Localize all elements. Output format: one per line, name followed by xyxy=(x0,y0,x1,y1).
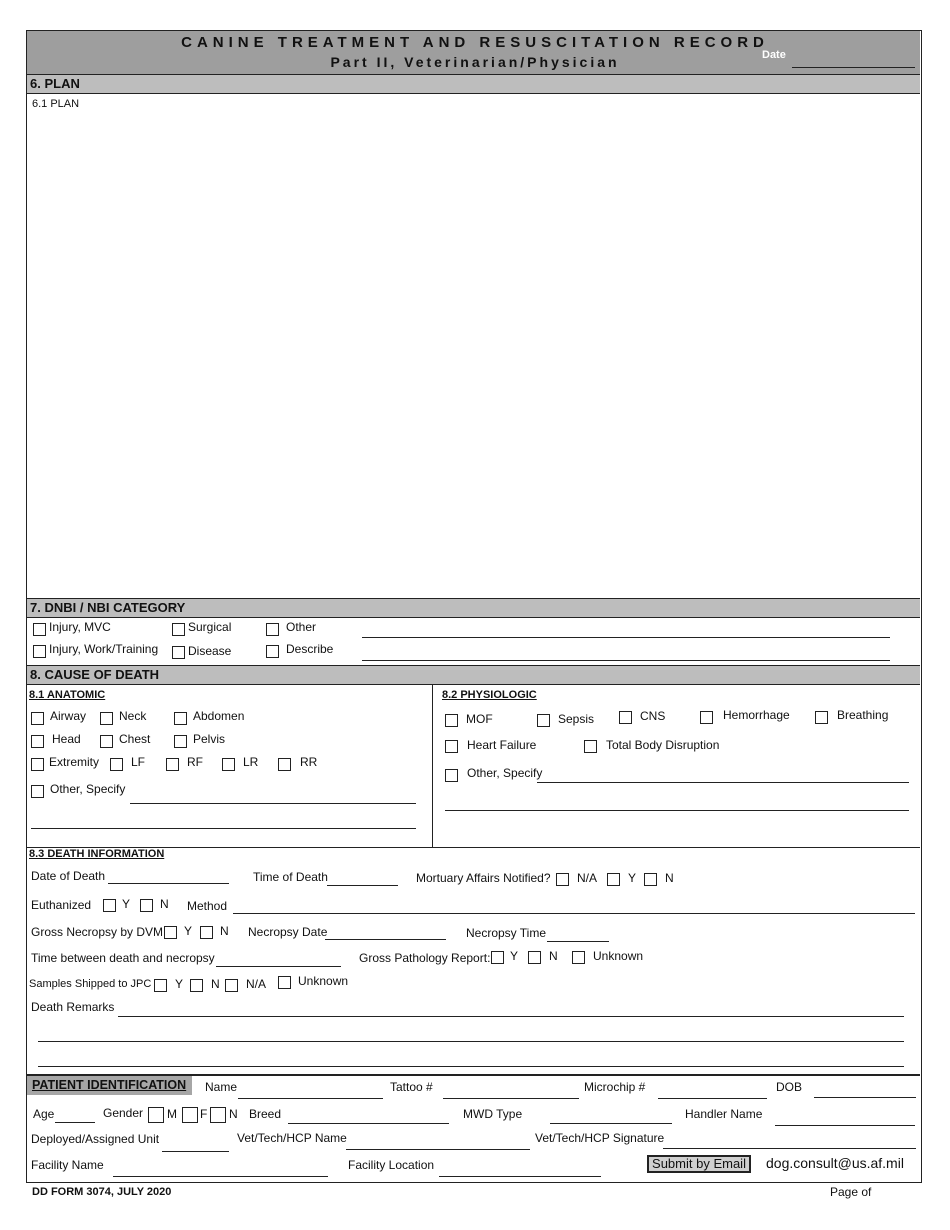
unit-label: Deployed/Assigned Unit xyxy=(31,1132,160,1146)
section-dnbi: 7. DNBI / NBI CATEGORY xyxy=(27,598,920,618)
mortuary-y-label: Y xyxy=(628,871,637,885)
total-body-disruption-checkbox[interactable] xyxy=(584,740,597,753)
gender-m-label: M xyxy=(167,1107,177,1121)
surgical-checkbox[interactable] xyxy=(172,623,185,636)
heart-failure-checkbox[interactable] xyxy=(445,740,458,753)
neck-checkbox[interactable] xyxy=(100,712,113,725)
pelvis-label: Pelvis xyxy=(193,732,226,746)
extremity-label: Extremity xyxy=(49,755,100,769)
mof-checkbox[interactable] xyxy=(445,714,458,727)
lr-checkbox[interactable] xyxy=(222,758,235,771)
microchip-label: Microchip # xyxy=(584,1080,646,1094)
method-field[interactable] xyxy=(233,913,915,914)
lf-label: LF xyxy=(131,755,146,769)
rf-checkbox[interactable] xyxy=(166,758,179,771)
rr-checkbox[interactable] xyxy=(278,758,291,771)
samples-unknown-label: Unknown xyxy=(298,974,349,988)
samples-n-checkbox[interactable] xyxy=(190,979,203,992)
abdomen-label: Abdomen xyxy=(193,709,245,723)
mortuary-na-label: N/A xyxy=(577,871,598,885)
facility-location-field[interactable] xyxy=(439,1176,601,1177)
necropsy-time-field[interactable] xyxy=(547,941,609,942)
dnbi-describe-line-2[interactable] xyxy=(362,660,890,661)
gross-necropsy-n-checkbox[interactable] xyxy=(200,926,213,939)
vet-name-field[interactable] xyxy=(346,1149,530,1150)
necropsy-date-field[interactable] xyxy=(325,939,446,940)
gross-pathology-y-checkbox[interactable] xyxy=(491,951,504,964)
breed-label: Breed xyxy=(249,1107,282,1121)
name-label: Name xyxy=(205,1080,238,1094)
breathing-checkbox[interactable] xyxy=(815,711,828,724)
head-checkbox[interactable] xyxy=(31,735,44,748)
tattoo-field[interactable] xyxy=(443,1098,579,1099)
age-field[interactable] xyxy=(55,1122,95,1123)
death-remarks-line-3[interactable] xyxy=(38,1066,904,1067)
hemorrhage-label: Hemorrhage xyxy=(723,708,790,722)
death-remarks-label: Death Remarks xyxy=(31,1000,115,1014)
extremity-checkbox[interactable] xyxy=(31,758,44,771)
mwd-type-field[interactable] xyxy=(550,1123,672,1124)
tattoo-label: Tattoo # xyxy=(390,1080,433,1094)
dob-label: DOB xyxy=(776,1080,803,1094)
abdomen-checkbox[interactable] xyxy=(174,712,187,725)
describe-checkbox[interactable] xyxy=(266,645,279,658)
physiologic-other-label: Other, Specify xyxy=(467,766,543,780)
mortuary-na-checkbox[interactable] xyxy=(556,873,569,886)
gross-necropsy-n-label: N xyxy=(220,924,229,938)
airway-checkbox[interactable] xyxy=(31,712,44,725)
method-label: Method xyxy=(187,899,228,913)
dob-field[interactable] xyxy=(814,1097,916,1098)
submit-by-email-button[interactable]: Submit by Email xyxy=(647,1155,751,1173)
injury-mvc-checkbox[interactable] xyxy=(33,623,46,636)
total-body-disruption-label: Total Body Disruption xyxy=(606,738,720,752)
mortuary-label: Mortuary Affairs Notified? xyxy=(416,871,551,885)
anatomic-title: 8.1 ANATOMIC xyxy=(29,689,106,701)
cause-divider xyxy=(432,684,433,847)
vet-name-label: Vet/Tech/HCP Name xyxy=(237,1131,347,1145)
euthanized-n-checkbox[interactable] xyxy=(140,899,153,912)
anatomic-other-line-2[interactable] xyxy=(31,828,416,829)
gross-necropsy-y-label: Y xyxy=(184,924,193,938)
form-title: CANINE TREATMENT AND RESUSCITATION RECORD xyxy=(181,34,769,51)
date-label: Date xyxy=(762,49,786,61)
injury-work-checkbox[interactable] xyxy=(33,645,46,658)
samples-na-checkbox[interactable] xyxy=(225,979,238,992)
mortuary-y-checkbox[interactable] xyxy=(607,873,620,886)
handler-field[interactable] xyxy=(775,1125,915,1126)
time-of-death-label: Time of Death xyxy=(253,870,328,884)
lr-label: LR xyxy=(243,755,259,769)
mof-label: MOF xyxy=(466,712,493,726)
gender-f-checkbox[interactable] xyxy=(182,1107,198,1123)
gross-pathology-unknown-label: Unknown xyxy=(593,949,644,963)
time-of-death-field[interactable] xyxy=(327,885,398,886)
samples-n-label: N xyxy=(211,977,220,991)
head-label: Head xyxy=(52,732,81,746)
pelvis-checkbox[interactable] xyxy=(174,735,187,748)
samples-y-checkbox[interactable] xyxy=(154,979,167,992)
injury-mvc-label: Injury, MVC xyxy=(49,620,111,634)
gender-f-label: F xyxy=(200,1107,208,1121)
necropsy-time-label: Necropsy Time xyxy=(466,926,547,940)
breed-field[interactable] xyxy=(288,1123,449,1124)
disease-checkbox[interactable] xyxy=(172,646,185,659)
gross-pathology-label: Gross Pathology Report: xyxy=(359,951,491,965)
gross-necropsy-y-checkbox[interactable] xyxy=(164,926,177,939)
date-of-death-label: Date of Death xyxy=(31,869,106,883)
unit-field[interactable] xyxy=(162,1151,229,1152)
death-info-title: 8.3 DEATH INFORMATION xyxy=(29,848,165,860)
patient-id-title: PATIENT IDENTIFICATION xyxy=(32,1078,187,1092)
gross-pathology-n-label: N xyxy=(549,949,558,963)
dnbi-describe-line-1[interactable] xyxy=(362,637,890,638)
death-remarks-line-1[interactable] xyxy=(118,1016,904,1017)
describe-label: Describe xyxy=(286,642,334,656)
euthanized-y-checkbox[interactable] xyxy=(103,899,116,912)
mortuary-n-label: N xyxy=(665,871,674,885)
gender-m-checkbox[interactable] xyxy=(148,1107,164,1123)
gender-label: Gender xyxy=(103,1106,144,1120)
sepsis-label: Sepsis xyxy=(558,712,595,726)
consult-email: dog.consult@us.af.mil xyxy=(766,1155,904,1171)
sepsis-checkbox[interactable] xyxy=(537,714,550,727)
heart-failure-label: Heart Failure xyxy=(467,738,537,752)
facility-location-label: Facility Location xyxy=(348,1158,435,1172)
cns-label: CNS xyxy=(640,709,666,723)
time-between-field[interactable] xyxy=(216,966,341,967)
death-remarks-line-2[interactable] xyxy=(38,1041,904,1042)
anatomic-other-label: Other, Specify xyxy=(50,782,126,796)
necropsy-date-label: Necropsy Date xyxy=(248,925,328,939)
samples-na-label: N/A xyxy=(246,977,267,991)
chest-checkbox[interactable] xyxy=(100,735,113,748)
chest-label: Chest xyxy=(119,732,151,746)
disease-label: Disease xyxy=(188,644,232,658)
gross-pathology-n-checkbox[interactable] xyxy=(528,951,541,964)
time-between-label: Time between death and necropsy xyxy=(31,951,215,965)
name-field[interactable] xyxy=(238,1098,383,1099)
section-cause-of-death: 8. CAUSE OF DEATH xyxy=(27,665,920,685)
vet-signature-field[interactable] xyxy=(663,1148,916,1149)
plan-field-label: 6.1 PLAN xyxy=(32,98,80,110)
plan-textarea[interactable] xyxy=(30,114,916,594)
euthanized-y-label: Y xyxy=(122,897,131,911)
date-of-death-field[interactable] xyxy=(108,883,229,884)
cns-checkbox[interactable] xyxy=(619,711,632,724)
facility-name-field[interactable] xyxy=(113,1176,328,1177)
other-checkbox[interactable] xyxy=(266,623,279,636)
other-label: Other xyxy=(286,620,317,634)
form-subtitle: Part II, Veterinarian/Physician xyxy=(330,54,620,70)
surgical-label: Surgical xyxy=(188,620,232,634)
physiologic-other-checkbox[interactable] xyxy=(445,769,458,782)
physiologic-other-line-2[interactable] xyxy=(445,810,909,811)
mortuary-n-checkbox[interactable] xyxy=(644,873,657,886)
gross-necropsy-label: Gross Necropsy by DVM xyxy=(31,925,164,939)
samples-shipped-label: Samples Shipped to JPC xyxy=(29,978,152,990)
gross-pathology-unknown-checkbox[interactable] xyxy=(572,951,585,964)
vet-signature-label: Vet/Tech/HCP Signature xyxy=(535,1131,665,1145)
gender-n-label: N xyxy=(229,1107,238,1121)
page-number: Page of xyxy=(830,1185,872,1199)
handler-label: Handler Name xyxy=(685,1107,763,1121)
date-field[interactable] xyxy=(792,67,915,68)
neck-label: Neck xyxy=(119,709,147,723)
anatomic-other-checkbox[interactable] xyxy=(31,785,44,798)
euthanized-n-label: N xyxy=(160,897,169,911)
injury-work-label: Injury, Work/Training xyxy=(49,642,159,656)
mwd-type-label: MWD Type xyxy=(463,1107,523,1121)
physiologic-title: 8.2 PHYSIOLOGIC xyxy=(442,689,537,701)
physiologic-other-line-1[interactable] xyxy=(537,782,909,783)
facility-name-label: Facility Name xyxy=(31,1158,104,1172)
lf-checkbox[interactable] xyxy=(110,758,123,771)
hemorrhage-checkbox[interactable] xyxy=(700,711,713,724)
euthanized-label: Euthanized xyxy=(31,898,92,912)
microchip-field[interactable] xyxy=(658,1098,767,1099)
form-number: DD FORM 3074, JULY 2020 xyxy=(32,1186,172,1198)
section-plan: 6. PLAN xyxy=(27,74,920,94)
gross-pathology-y-label: Y xyxy=(510,949,519,963)
gender-n-checkbox[interactable] xyxy=(210,1107,226,1123)
rr-label: RR xyxy=(300,755,318,769)
age-label: Age xyxy=(33,1107,55,1121)
samples-y-label: Y xyxy=(175,977,184,991)
samples-unknown-checkbox[interactable] xyxy=(278,976,291,989)
anatomic-other-line-1[interactable] xyxy=(130,803,416,804)
rf-label: RF xyxy=(187,755,203,769)
breathing-label: Breathing xyxy=(837,708,889,722)
airway-label: Airway xyxy=(50,709,87,723)
